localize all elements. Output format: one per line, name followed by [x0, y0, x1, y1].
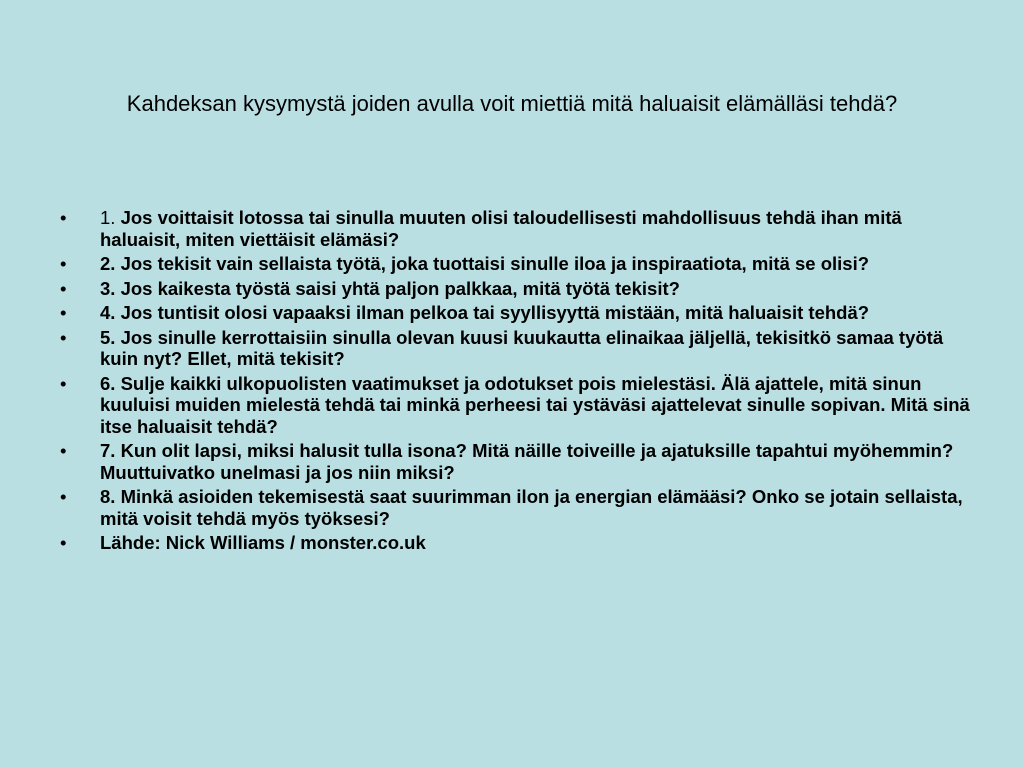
list-item	[60, 207, 970, 250]
item-text: 8. Minkä asioiden tekemisestä saat suurimman ilon ja energian elämääsi? Onko se jotain sellaista, mitä voisit tehdä myös työksesi?	[100, 486, 963, 529]
list-item	[60, 253, 970, 275]
list-item	[60, 327, 970, 370]
list-item-source	[60, 532, 970, 554]
bullet-icon: •	[60, 486, 67, 507]
item-text: 6. Sulje kaikki ulkopuolisten vaatimukset ja odotukset pois mielestäsi. Älä ajattele, mitä sinun kuuluisi muiden mielestä tehdä tai minkä perheesi tai ystäväsi ajattelevat sinulle sopivan. Mitä sinä itse haluaisit tehdä?	[100, 372, 970, 437]
item-number: 1.	[100, 207, 116, 228]
slide-title: Kahdeksan kysymystä joiden avulla voit miettiä mitä haluaisit elämälläsi tehdä?	[126, 91, 898, 116]
bullet-icon: •	[60, 532, 67, 553]
question-list	[60, 207, 970, 557]
bullet-icon: •	[60, 253, 67, 274]
list-item	[60, 278, 970, 300]
item-text: 4. Jos tuntisit olosi vapaaksi ilman pelkoa tai syyllisyyttä mistään, mitä haluaisit tehdä?	[100, 302, 870, 323]
bullet-icon: •	[60, 326, 67, 348]
bullet-icon: •	[60, 372, 67, 394]
list-item	[60, 302, 970, 324]
bullet-icon: •	[60, 440, 67, 461]
item-text: 7. Kun olit lapsi, miksi halusit tulla isona? Mitä näille toiveille ja ajatuksille tapahtui myöhemmin? Muuttuivatko unelmasi ja jos niin miksi?	[100, 440, 954, 483]
bullet-icon: •	[60, 207, 67, 228]
bullet-icon: •	[60, 302, 67, 323]
list-item	[60, 440, 970, 483]
item-text: Jos voittaisit lotossa tai sinulla muuten olisi taloudellisesti mahdollisuus tehdä ihan mitä haluaisit, miten viettäisit elämäsi?	[100, 207, 902, 250]
bullet-icon: •	[60, 277, 67, 299]
list-item	[60, 486, 970, 529]
source-text: Lähde: Nick Williams / monster.co.uk	[100, 532, 426, 553]
item-text: 3. Jos kaikesta työstä saisi yhtä paljon palkkaa, mitä työtä tekisit?	[100, 277, 680, 299]
list-item	[60, 373, 970, 438]
item-text: 5. Jos sinulle kerrottaisiin sinulla olevan kuusi kuukautta elinaikaa jäljellä, tekisitkö samaa työtä kuin nyt? Ellet, mitä tekisit?	[100, 326, 944, 369]
item-text: 2. Jos tekisit vain sellaista työtä, joka tuottaisi sinulle iloa ja inspiraatiota, mitä se olisi?	[100, 253, 870, 274]
